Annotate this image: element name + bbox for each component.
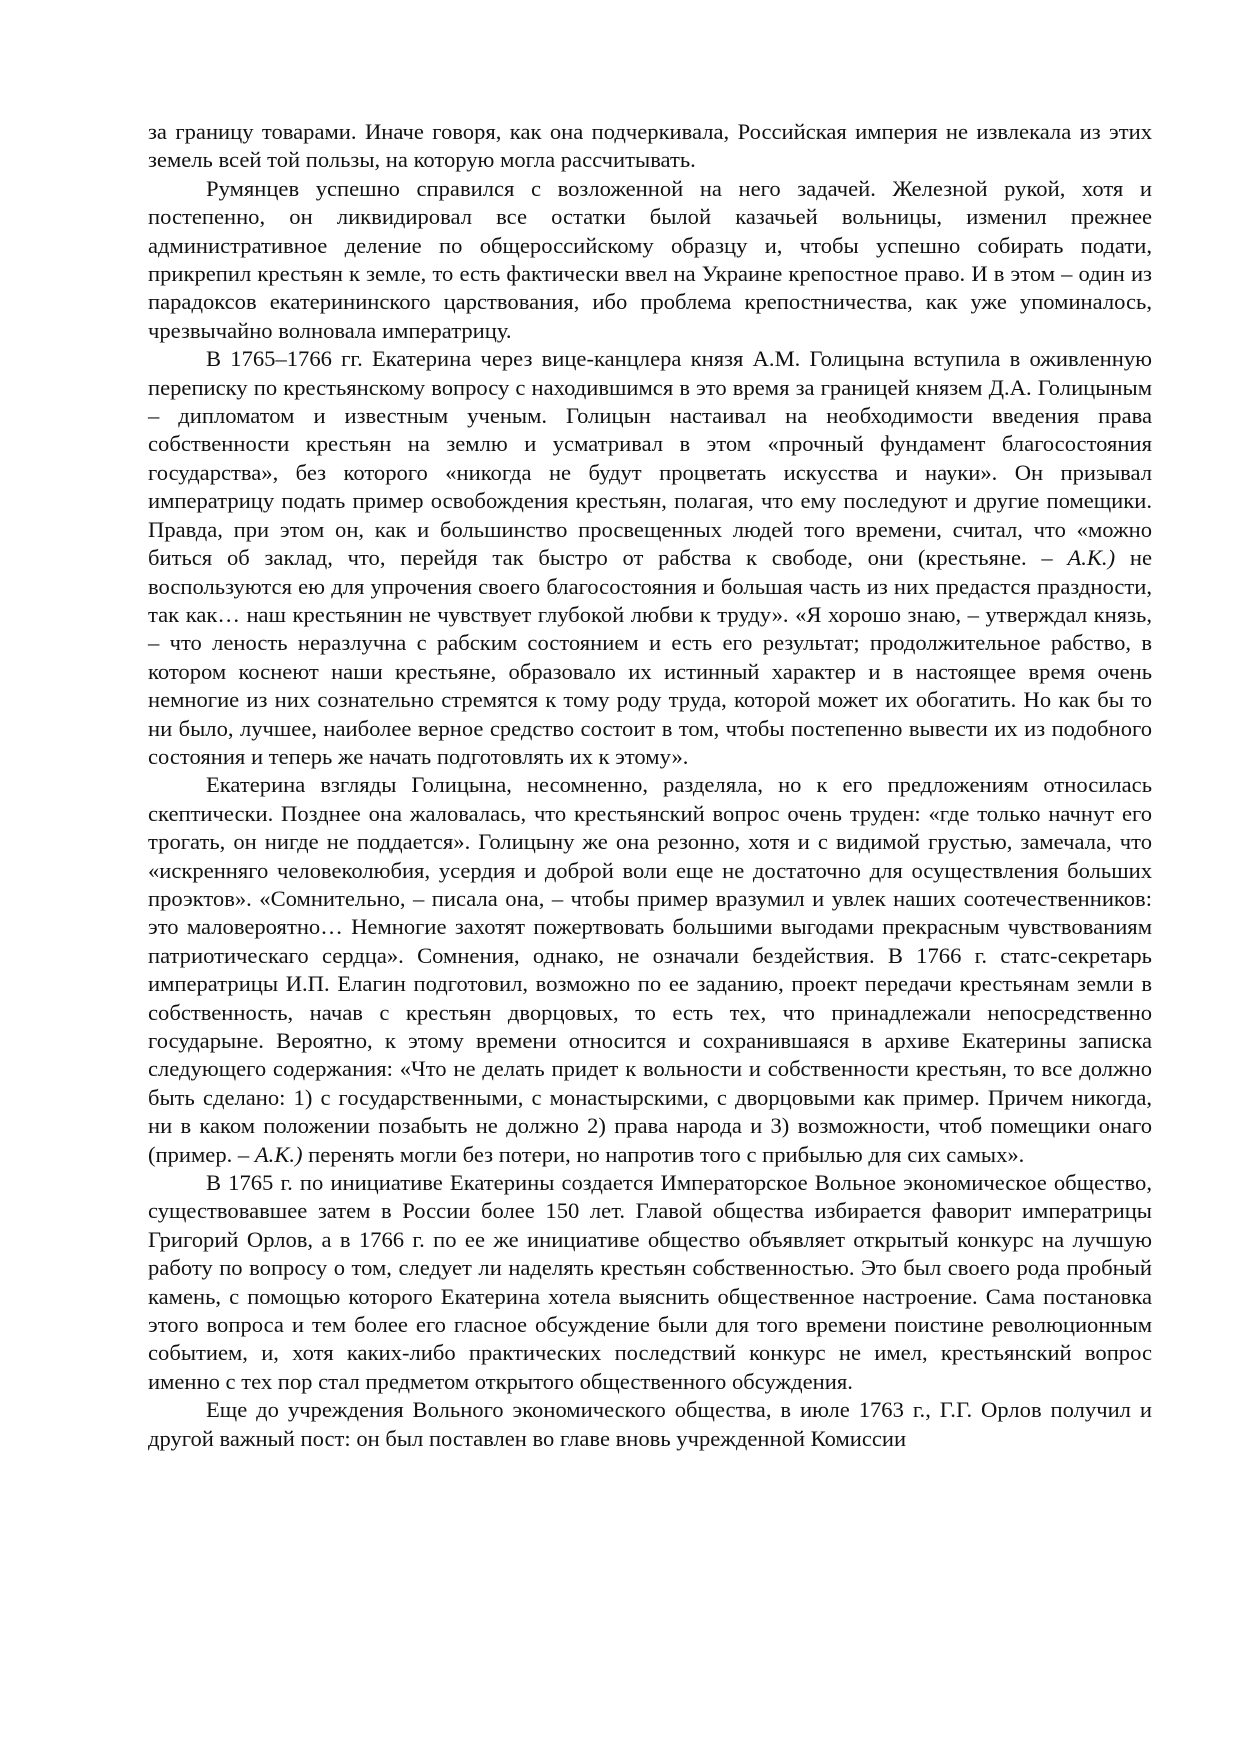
- author-initials: А.К.): [254, 1141, 303, 1167]
- paragraph-text: В 1765–1766 гг. Екатерина через вице-канцлера князя А.М. Голицына вступила в оживленную переписку по крестьянскому вопросу с находившимся в это время за границей князем Д.А. Голицыным – дипломатом и известным ученым. Голицын настаивал на необходимости введения права собственности крестьян на землю и усматривал в этом «прочный фундамент благосостояния государства», без которого «никогда не будут процветать искусства и науки». Он призывал императрицу подать пример освобождения крестьян, полагая, что ему последуют и другие помещики. Правда, при этом он, как и большинство просвещенных людей того времени, считал, что «можно биться об заклад, что, перейдя так быстро от рабства к свободе, они (крестьяне. –: [148, 346, 1152, 571]
- paragraph: [148, 175, 1152, 345]
- paragraph-text: Еще до учреждения Вольного экономического общества, в июле 1763 г., Г.Г. Орлов получил и другой важный пост: он был поставлен во главе вновь учрежденной Комиссии: [148, 1397, 1152, 1451]
- paragraph-text: Екатерина взгляды Голицына, несомненно, разделяла, но к его предложениям относилась скептически. Позднее она жаловалась, что крестьянский вопрос очень труден: «где только начнут его трогать, он нигде не поддается». Голицыну же она резонно, хотя и с видимой грустью, замечала, что «искренняго человеколюбия, усердия и доброй воли еще не достаточно для осуществления больших проэктов». «Сомнительно, – писала она, – чтобы пример вразумил и увлек наших соотечественников: это маловероятно… Немногие захотят пожертвовать большими выгодами прекрасным чувствованиям патриотическаго сердца». Сомнения, однако, не означали бездействия. В 1766 г. статс-секретарь императрицы И.П. Елагин подготовил, возможно по ее заданию, проект передачи крестьянам земли в собственность, начав с крестьян дворцовых, то есть тех, что принадлежали непосредственно государыне. Вероятно, к этому времени относится и сохранившаяся в архиве Екатерины записка следующего содержания: «Что не делать придет к вольности и собственности крестьян, то все должно быть сделано: 1) с государственными, с монастырскими, с дворцовыми как пример. Причем никогда, ни в каком положении позабыть не должно 2) права народа и 3) возможности, чтоб помещики онаго (пример. –: [148, 772, 1152, 1167]
- paragraph: [148, 118, 1152, 175]
- document-page: [148, 118, 1152, 1453]
- paragraph: [148, 771, 1152, 1169]
- author-initials: А.К.): [1067, 545, 1116, 571]
- paragraph-text: перенять могли без потери, но напротив того с прибылью для сих самых».: [302, 1141, 1025, 1167]
- paragraph: [148, 1396, 1152, 1453]
- paragraph-text: не воспользуются ею для упрочения своего благосостояния и большая часть из них предастся праздности, так как… наш крестьянин не чувствует глубокой любви к труду». «Я хорошо знаю, – утверждал князь, – что леность неразлучна с рабским состоянием и есть его результат; продолжительное рабство, в котором коснеют наши крестьяне, образовало их истинный характер и в настоящее время очень немногие из них сознательно стремятся к тому роду труда, которой может их обогатить. Но как бы то ни было, лучшее, наиболее верное средство состоит в том, чтобы постепенно вывести их из подобного состояния и теперь же начать подготовлять их к этому».: [148, 545, 1152, 769]
- paragraph-text: Румянцев успешно справился с возложенной на него задачей. Железной рукой, хотя и постепенно, он ликвидировал все остатки былой казачьей вольницы, изменил прежнее административное деление по общероссийскому образцу и, чтобы успешно собирать подати, прикрепил крестьян к земле, то есть фактически ввел на Украине крепостное право. И в этом – один из парадоксов екатерининского царствования, ибо проблема крепостничества, как уже упоминалось, чрезвычайно волновала императрицу.: [148, 175, 1152, 343]
- paragraph-text: за границу товарами. Иначе говоря, как она подчеркивала, Российская империя не извлекала из этих земель всей той пользы, на которую могла рассчитывать.: [148, 119, 1152, 173]
- paragraph-text: В 1765 г. по инициативе Екатерины создается Императорское Вольное экономическое общество, существовавшее затем в России более 150 лет. Главой общества избирается фаворит императрицы Григорий Орлов, а в 1766 г. по ее же инициативе общество объявляет открытый конкурс на лучшую работу по вопросу о том, следует ли наделять крестьян собственностью. Это был своего рода пробный камень, с помощью которого Екатерина хотела выяснить общественное настроение. Сама постановка этого вопроса и тем более его гласное обсуждение были для того времени поистине революционным событием, и, хотя каких-либо практических последствий конкурс не имел, крестьянский вопрос именно с тех пор стал предметом открытого общественного обсуждения.: [148, 1170, 1152, 1394]
- paragraph: [148, 1169, 1152, 1396]
- paragraph: [148, 345, 1152, 771]
